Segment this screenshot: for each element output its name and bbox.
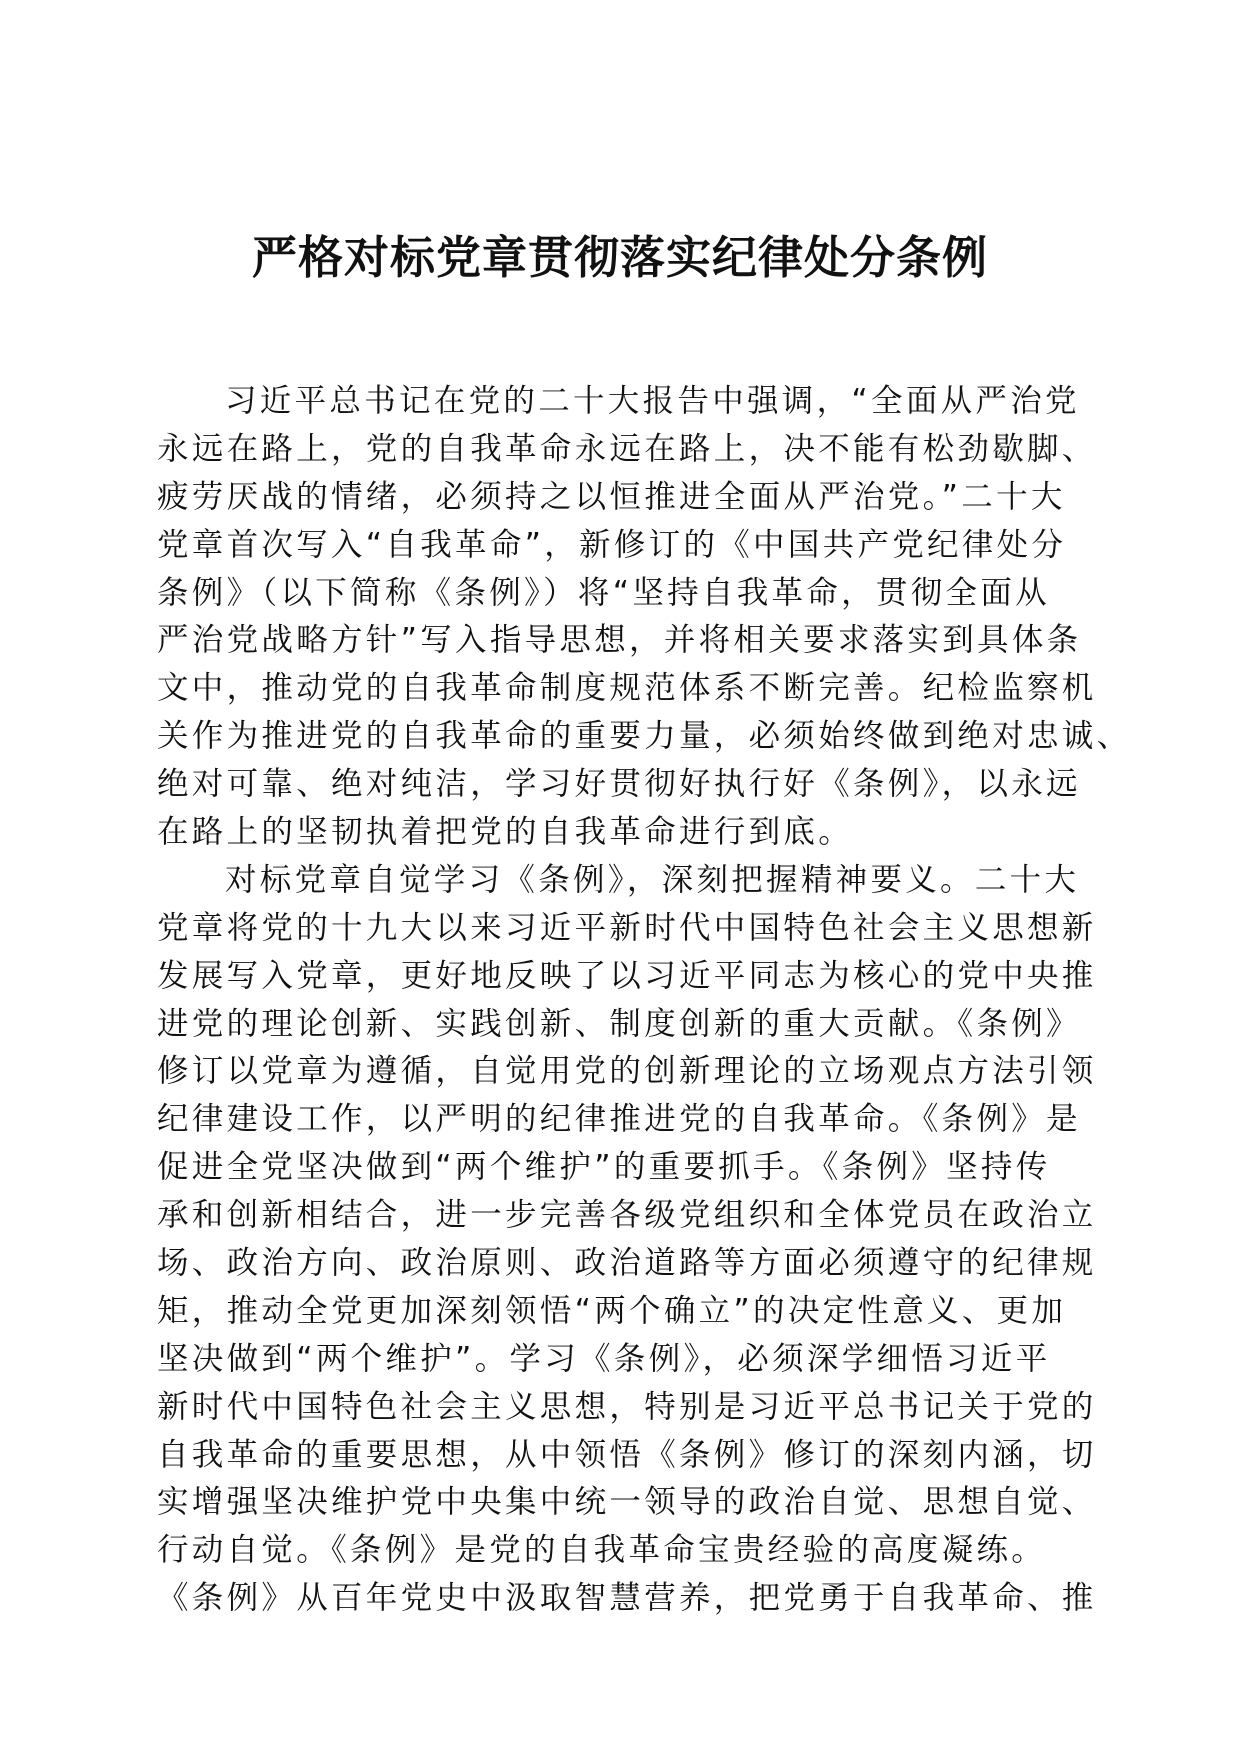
paragraph-line: 发展写入党章，更好地反映了以习近平同志为核心的党中央推	[157, 957, 1097, 994]
paragraph-line: 行动自觉。《条例》是党的自我革命宝贵经验的高度凝练。	[157, 1532, 1047, 1569]
paragraph-line: 条例》（以下简称《条例》）将“坚持自我革命，贯彻全面从	[157, 574, 1050, 611]
paragraph-line: 文中，推动党的自我革命制度规范体系不断完善。纪检监察机	[157, 670, 1097, 707]
paragraph-line: 纪律建设工作，以严明的纪律推进党的自我革命。《条例》是	[157, 1101, 1081, 1138]
paragraph-line: 关作为推进党的自我革命的重要力量，必须始终做到绝对忠诚、	[157, 718, 1132, 755]
paragraph-line: 修订以党章为遵循，自觉用党的创新理论的立场观点方法引领	[157, 1053, 1097, 1090]
document-body	[157, 378, 1132, 1623]
paragraph-line: 新时代中国特色社会主义思想，特别是习近平总书记关于党的	[157, 1388, 1097, 1425]
paragraph-line: 实增强坚决维护党中央集中统一领导的政治自觉、思想自觉、	[157, 1484, 1097, 1521]
paragraph-line: 《条例》从百年党史中汲取智慧营养，把党勇于自我革命、推	[157, 1580, 1097, 1617]
paragraph-line: 在路上的坚韧执着把党的自我革命进行到底。	[157, 814, 854, 851]
paragraph-line: 疲劳厌战的情绪，必须持之以恒推进全面从严治党。”二十大	[157, 478, 1066, 515]
paragraph-line: 进党的理论创新、实践创新、制度创新的重大贡献。《条例》	[157, 1005, 1081, 1042]
paragraph-line: 对标党章自觉学习《条例》，深刻把握精神要义。二十大	[225, 861, 1080, 898]
paragraph-line: 严治党战略方针”写入指导思想，并将相关要求落实到具体条	[157, 622, 1082, 659]
paragraph-line: 促进全党坚决做到“两个维护”的重要抓手。《条例》坚持传	[157, 1149, 1051, 1186]
paragraph-line: 绝对可靠、绝对纯洁，学习好贯彻好执行好《条例》，以永远	[157, 766, 1081, 803]
paragraph-line: 党章首次写入“自我革命”，新修订的《中国共产党纪律处分	[157, 526, 1067, 563]
paragraph-line: 承和创新相结合，进一步完善各级党组织和全体党员在政治立	[157, 1197, 1097, 1234]
paragraph-line: 坚决做到“两个维护”。学习《条例》，必须深学细悟习近平	[157, 1340, 1051, 1377]
paragraph-1	[157, 378, 1132, 857]
paragraph-line: 自我革命的重要思想，从中领悟《条例》修订的深刻内涵，切	[157, 1436, 1097, 1473]
paragraph-line: 党章将党的十九大以来习近平新时代中国特色社会主义思想新	[157, 909, 1097, 946]
paragraph-line: 矩，推动全党更加深刻领悟“两个确立”的决定性意义、更加	[157, 1292, 1067, 1329]
paragraph-line: 习近平总书记在党的二十大报告中强调，“全面从严治党	[225, 383, 1080, 419]
paragraph-2	[157, 857, 1097, 1623]
paragraph-line: 场、政治方向、政治原则、政治道路等方面必须遵守的纪律规	[157, 1245, 1097, 1282]
document-title: 严格对标党章贯彻落实纪律处分条例	[251, 231, 988, 284]
paragraph-line: 永远在路上，党的自我革命永远在路上，决不能有松劲歇脚、	[157, 430, 1097, 467]
